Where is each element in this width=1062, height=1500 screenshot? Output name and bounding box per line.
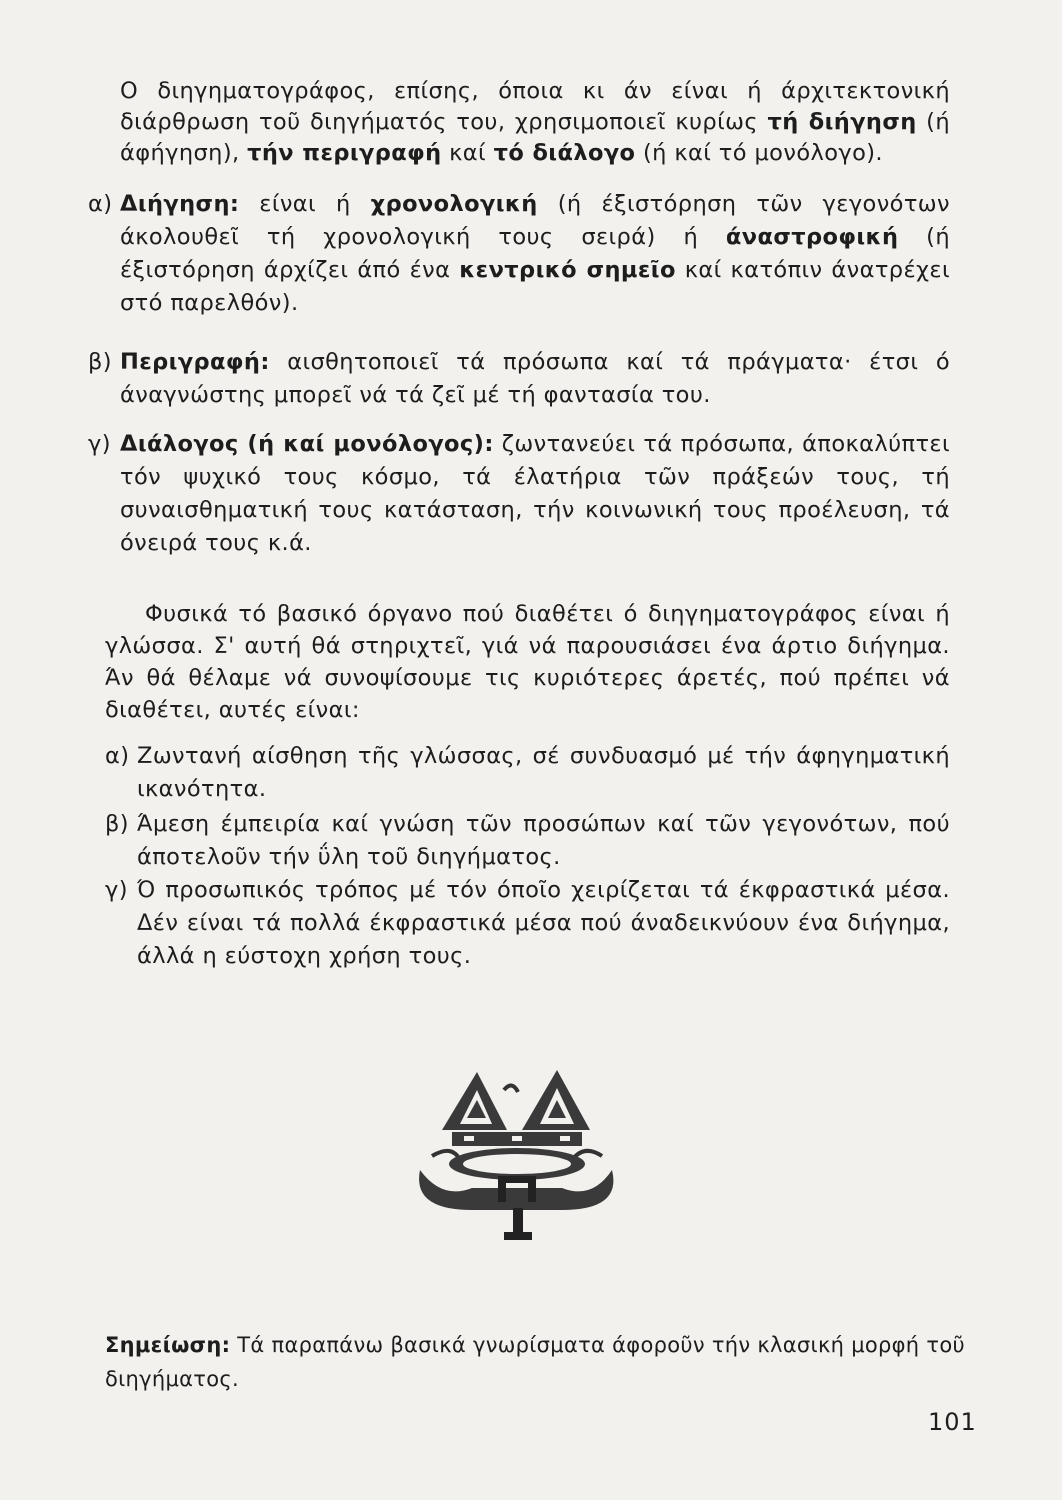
list-item-narration [88, 188, 950, 320]
item-text: (ή έξιστόρηση άρχίζει άπό ένα [120, 224, 951, 283]
item-text: καί κατόπιν άνατρέχει στό παρελθόν). [120, 257, 950, 316]
intro-text-3: καί [441, 140, 494, 166]
term-narration: τή διήγηση [767, 109, 917, 135]
virtue-item-3 [105, 874, 950, 973]
list-marker: β) [105, 811, 129, 837]
language-text: Φυσικά τό βασικό όργανο πού διαθέτει ό διηγηματογράφος είναι ή γλώσσα. Σ' αυτή θά στηριχτεῖ, γιά νά παρουσιάσει ένα άρτιο διήγημα. Άν θά θέλαμε νά συνοψίσουμε τις κυριότερες άρετές, πού πρέπει νά διαθέτει, αυτές είναι: [105, 601, 950, 723]
intro-paragraph [120, 76, 950, 169]
footnote [105, 1328, 985, 1396]
intro-text-1: Ο διηγηματογράφος, επίσης, όποια κι άν είναι ή άρχιτεκτονική διάρθρωση τοῦ διηγήματός του, χρησιμοποιεῖ κυρίως [120, 78, 950, 135]
item-term: κεντρικό σημεῖο [459, 257, 676, 283]
item-term: άναστροφική [725, 224, 899, 250]
list-marker: β) [88, 349, 112, 375]
item-term: Διάλογος (ή καί μονόλογος): [120, 431, 494, 457]
item-text: (ή έξιστόρηση τῶν γεγονότων άκολουθεῖ τή χρονολογική τους σειρά) ή [120, 191, 950, 250]
item-term: Διήγηση: [120, 191, 240, 217]
language-paragraph [105, 598, 950, 726]
footnote-text: Τά παραπάνω βασικά γνωρίσματα άφοροῦν τήν κλασική μορφή τοῦ διηγήματος. [105, 1333, 965, 1391]
virtue-item-2 [105, 808, 950, 874]
intro-text-4: (ή καί τό μονόλογο). [635, 140, 883, 166]
virtue-item-1 [105, 740, 950, 806]
decorative-vase-icon [412, 1060, 622, 1260]
term-description: τήν περιγραφή [247, 140, 442, 166]
list-marker: α) [105, 743, 130, 769]
term-dialogue: τό διάλογο [493, 140, 636, 166]
intro-text-2: (ή άφήγηση), [120, 109, 951, 166]
virtue-text: Ζωντανή αίσθηση τῆς γλώσσας, σέ συνδυασμό μέ τήν άφηγηματική ικανότητα. [137, 743, 950, 802]
list-item-body [120, 188, 950, 320]
list-marker: γ) [88, 431, 111, 457]
list-marker: α) [88, 191, 113, 217]
item-text: ζωντανεύει τά πρόσωπα, άποκαλύπτει τόν ψυχικό τους κόσμο, τά έλατήρια τῶν πράξεών τους, τή συναισθηματική τους κατάσταση, τήν κοινωνική τους προέλευση, τά όνειρά τους κ.ά. [120, 431, 950, 556]
item-term: χρονολογική [370, 191, 538, 217]
page-number: 101 [928, 1408, 977, 1436]
virtue-text: Ό προσωπικός τρόπος μέ τόν όποῖο χειρίζεται τά έκφραστικά μέσα. Δέν είναι τά πολλά έκφραστικά μέσα πού άναδεικνύουν ένα διήγημα, άλλά η εύστοχη χρήση τους. [137, 877, 950, 969]
list-item-dialogue [88, 428, 950, 560]
item-text: είναι ή [239, 191, 371, 217]
list-item-body [120, 428, 950, 560]
item-text: αισθητοποιεῖ τά πρόσωπα καί τά πράγματα· έτσι ό άναγνώστης μπορεῖ νά τά ζεῖ μέ τή φαντασία του. [120, 349, 950, 408]
list-marker: γ) [105, 877, 128, 903]
item-term: Περιγραφή: [120, 349, 270, 375]
footnote-label: Σημείωση: [105, 1333, 231, 1357]
list-item-description [88, 346, 950, 412]
virtue-text: Άμεση έμπειρία καί γνώση τῶν προσώπων καί τῶν γεγονότων, πού άποτελοῦν τήν ΰλη τοῦ διηγήματος. [137, 811, 950, 870]
list-item-body [120, 346, 950, 412]
